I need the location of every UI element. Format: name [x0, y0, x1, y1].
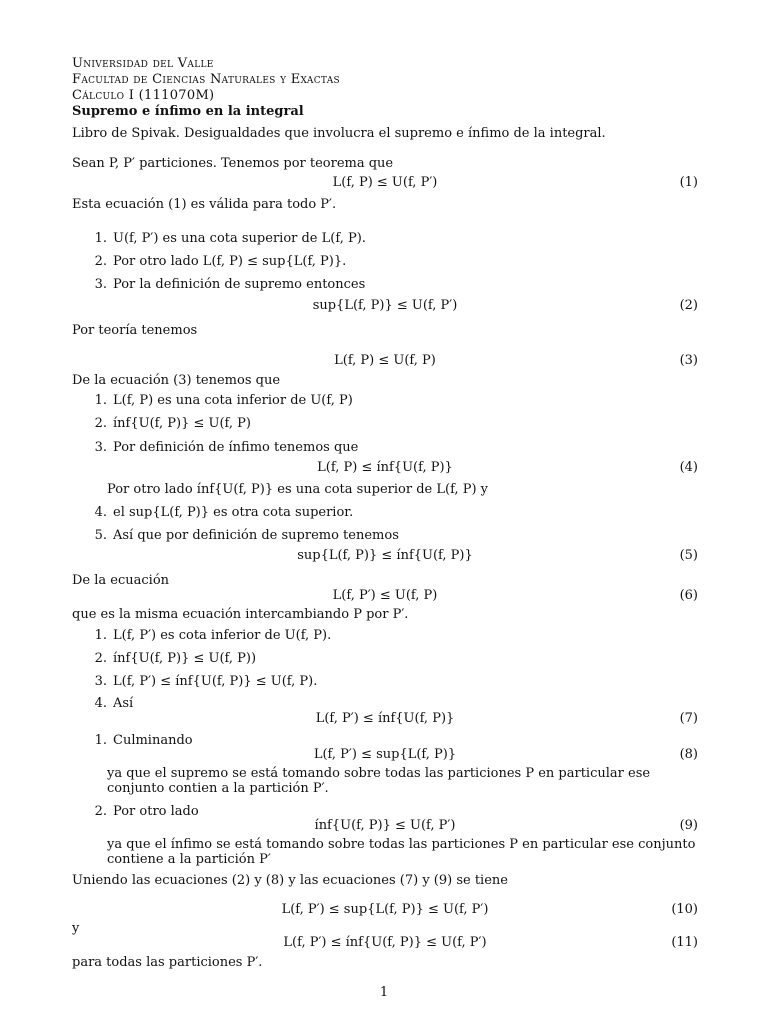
- equation-number: (2): [679, 298, 698, 313]
- item-number: 1.: [94, 733, 107, 748]
- university-name: Universidad del Valle: [72, 56, 214, 71]
- item-text: Así que por definición de supremo tenemos: [113, 528, 399, 543]
- paragraph-7: que es la misma ecuación intercambiando P por P′.: [72, 607, 409, 622]
- equation-body: L(f, P′) ≤ sup{L(f, P)}: [313, 747, 457, 762]
- item-text: ínf{U(f, P)} ≤ U(f, P): [113, 416, 251, 431]
- item-number: 3.: [94, 674, 107, 689]
- paragraph-5: Por otro lado ínf{U(f, P)} es una cota superior de L(f, P) y: [107, 482, 488, 497]
- equation-number: (4): [679, 460, 698, 475]
- item-text: Así: [113, 696, 134, 711]
- item-text: Culminando: [113, 733, 193, 748]
- equation-body: L(f, P) ≤ U(f, P): [334, 353, 436, 368]
- item-number: 4.: [94, 696, 107, 711]
- equation-body: L(f, P′) ≤ ínf{U(f, P)}: [315, 711, 455, 726]
- paragraph-12: para todas las particiones P′.: [72, 955, 263, 970]
- faculty-name: Facultad de Ciencias Naturales y Exactas: [72, 72, 340, 87]
- paragraph-3: Por teoría tenemos: [72, 323, 198, 338]
- paragraph-10: Uniendo las ecuaciones (2) y (8) y las ecuaciones (7) y (9) se tiene: [72, 873, 508, 888]
- paragraph-4: De la ecuación (3) tenemos que: [72, 373, 281, 388]
- paragraph-8: ya que el supremo se está tomando sobre todas las particiones P en particular ese conjunto contien a la partición P′.: [107, 766, 651, 796]
- item-text: el sup{L(f, P)} es otra cota superior.: [113, 505, 354, 520]
- paragraph-9: ya que el ínfimo se está tomando sobre todas las particiones P en particular ese conjunto contiene a la partición P′: [107, 837, 696, 867]
- equation-body: L(f, P) ≤ ínf{U(f, P)}: [317, 460, 453, 475]
- intro-text: Libro de Spivak. Desigualdades que involucra el supremo e ínfimo de la integral.: [72, 126, 606, 141]
- course-name: Cálculo I (111070M): [72, 88, 215, 103]
- item-number: 2.: [94, 804, 107, 819]
- equation-body: L(f, P′) ≤ sup{L(f, P)} ≤ U(f, P′): [281, 902, 489, 917]
- equation-number: (6): [679, 588, 698, 603]
- item-text: Por otro lado: [113, 804, 199, 819]
- item-text: ínf{U(f, P)} ≤ U(f, P)): [113, 651, 257, 666]
- item-number: 5.: [94, 528, 107, 543]
- item-number: 1.: [94, 231, 107, 246]
- equation-number: (9): [679, 818, 698, 833]
- item-number: 1.: [94, 628, 107, 643]
- equation-number: (11): [671, 935, 698, 950]
- paragraph-1: Sean P, P′ particiones. Tenemos por teorema que: [72, 156, 394, 171]
- item-number: 2.: [94, 254, 107, 269]
- equation-body: sup{L(f, P)} ≤ U(f, P′): [312, 298, 458, 313]
- paragraph-11: y: [72, 921, 80, 936]
- paragraph-6: De la ecuación: [72, 573, 170, 588]
- page-number: 1: [379, 985, 389, 1000]
- item-number: 3.: [94, 440, 107, 455]
- equation-number: (1): [679, 175, 698, 190]
- equation-number: (5): [679, 548, 698, 563]
- item-text: U(f, P′) es una cota superior de L(f, P).: [113, 231, 366, 246]
- item-text: Por otro lado L(f, P) ≤ sup{L(f, P)}.: [113, 254, 347, 269]
- item-number: 1.: [94, 393, 107, 408]
- equation-body: L(f, P) ≤ U(f, P′): [332, 175, 438, 190]
- item-text: Por la definición de supremo entonces: [113, 277, 366, 292]
- document-title: Supremo e ínfimo en la integral: [72, 104, 304, 119]
- item-number: 3.: [94, 277, 107, 292]
- item-number: 2.: [94, 651, 107, 666]
- equation-body: L(f, P′) ≤ ínf{U(f, P)} ≤ U(f, P′): [283, 935, 487, 950]
- paragraph-2: Esta ecuación (1) es válida para todo P′.: [72, 197, 337, 212]
- item-text: Por definición de ínfimo tenemos que: [113, 440, 359, 455]
- equation-number: (3): [679, 353, 698, 368]
- equation-body: L(f, P′) ≤ U(f, P): [332, 588, 438, 603]
- item-text: L(f, P) es una cota inferior de U(f, P): [113, 393, 353, 408]
- item-text: L(f, P′) es cota inferior de U(f, P).: [113, 628, 332, 643]
- item-number: 4.: [94, 505, 107, 520]
- item-text: L(f, P′) ≤ ínf{U(f, P)} ≤ U(f, P).: [113, 674, 318, 689]
- item-number: 2.: [94, 416, 107, 431]
- equation-number: (10): [671, 902, 698, 917]
- equation-number: (7): [679, 711, 698, 726]
- equation-body: ínf{U(f, P)} ≤ U(f, P′): [314, 818, 456, 833]
- equation-number: (8): [679, 747, 698, 762]
- equation-body: sup{L(f, P)} ≤ ínf{U(f, P)}: [297, 548, 473, 563]
